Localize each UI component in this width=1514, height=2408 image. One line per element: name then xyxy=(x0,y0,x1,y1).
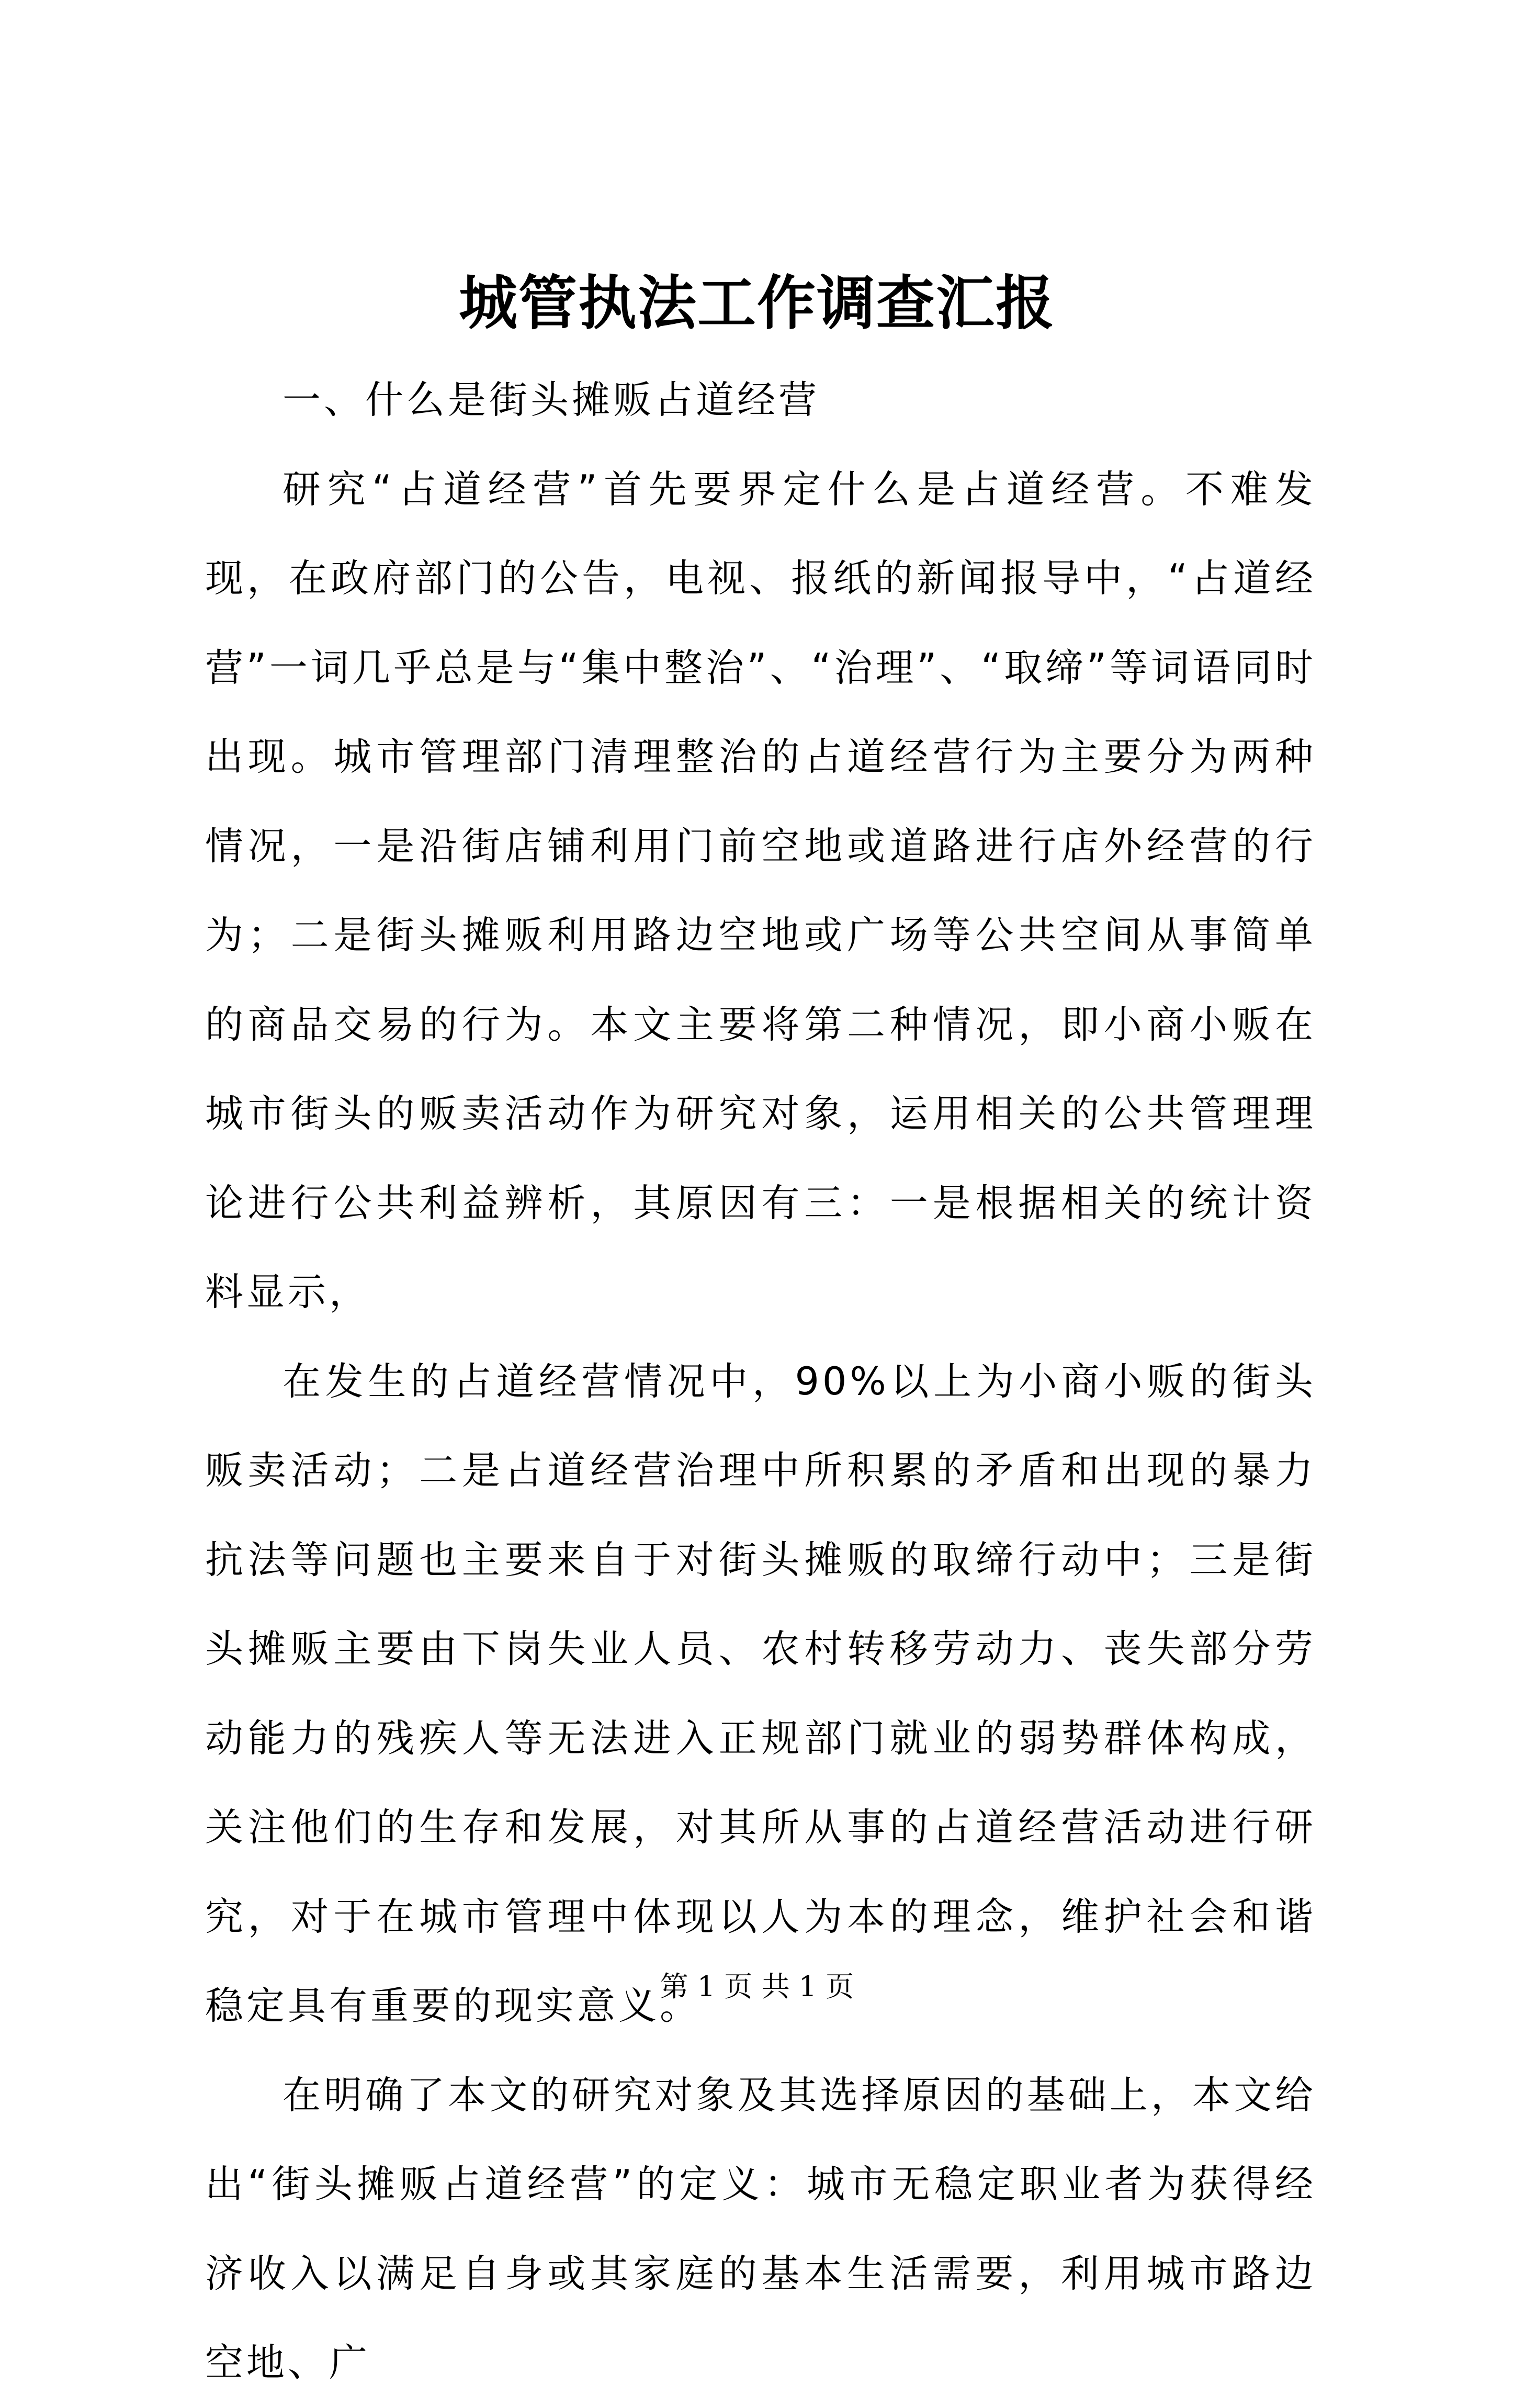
page-footer: 第 1 页 共 1 页 xyxy=(660,1970,854,2003)
body-paragraph-3: 在明确了本文的研究对象及其选择原因的基础上，本文给出“街头摊贩占道经营”的定义：城市无稳定职业者为获得经济收入以满足自身或其家庭的基本生活需要，利用城市路边空地、广 xyxy=(205,2073,1316,2385)
document-title: 城管执法工作调查汇报 xyxy=(459,269,1055,337)
section-heading: 一、什么是街头摊贩占道经营 xyxy=(283,378,820,422)
body-paragraph-1: 研究“占道经营”首先要界定什么是占道经营。不难发现，在政府部门的公告，电视、报纸的新闻报导中，“占道经营”一词几乎总是与“集中整治”、“治理”、“取缔”等词语同时出现。城市管理部门清理整治的占道经营行为主要分为两种情况，一是沿街店铺利用门前空地或道路进行店外经营的行为；二是街头摊贩利用路边空地或广场等公共空间从事简单的商品交易的行为。本文主要将第二种情况，即小商小贩在城市街头的贩卖活动作为研究对象，运用相关的公共管理理论进行公共利益辨析，其原因有三：一是根据相关的统计资料显示， xyxy=(205,467,1316,1314)
document-body xyxy=(205,356,1316,2408)
body-paragraph-2: 在发生的占道经营情况中，90%以上为小商小贩的街头贩卖活动；二是占道经营治理中所积累的矛盾和出现的暴力抗法等问题也主要来自于对街头摊贩的取缔行动中；三是街头摊贩主要由下岗失业人员、农村转移劳动力、丧失部分劳动能力的残疾人等无法进入正规部门就业的弱势群体构成，关注他们的生存和发展，对其所从事的占道经营活动进行研究，对于在城市管理中体现以人为本的理念，维护社会和谐稳定具有重要的现实意义。 xyxy=(205,1359,1316,2028)
